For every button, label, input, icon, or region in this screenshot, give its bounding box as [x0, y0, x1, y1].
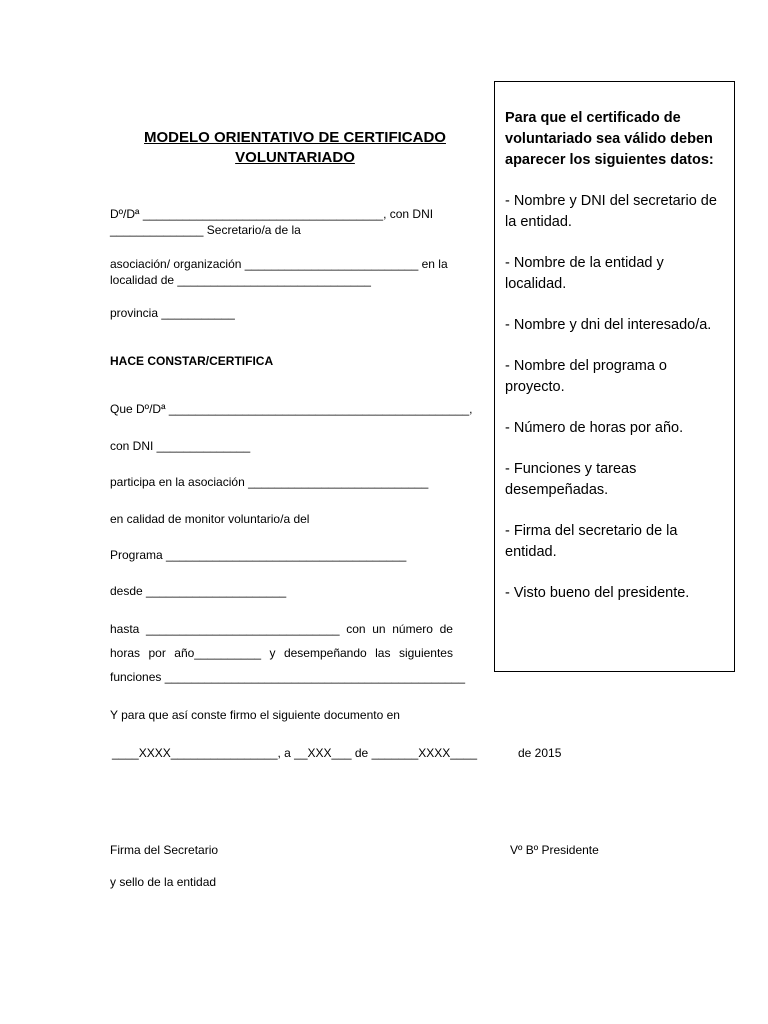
- requirement-item: - Nombre de la entidad y localidad.: [505, 255, 664, 292]
- line-secretary-name: Dº/Dª ____________________________________, con DNI: [110, 207, 434, 221]
- word: por: [148, 646, 166, 660]
- requirement-item: - Nombre y dni del interesado/a.: [505, 317, 712, 333]
- word: con: [346, 622, 366, 636]
- hasta-paragraph: [110, 617, 453, 665]
- date-year: de 2015: [518, 746, 562, 760]
- requirements-box: [494, 81, 735, 672]
- title-line-2: VOLUNTARIADO: [235, 149, 355, 166]
- requirements-heading: Para que el certificado de voluntariado sea válido deben aparecer los siguientes datos:: [505, 110, 714, 168]
- word: y: [269, 646, 276, 660]
- requirement-item: - Nombre del programa o proyecto.: [505, 358, 667, 395]
- line-calidad: en calidad de monitor voluntario/a del: [110, 512, 310, 526]
- signature-sello: y sello de la entidad: [110, 875, 217, 889]
- line-programa: Programa ____________________________________: [110, 548, 407, 562]
- line-participa: participa en la asociación ___________________________: [110, 475, 429, 489]
- line-funciones: funciones _____________________________________________: [110, 670, 466, 684]
- word: de: [439, 622, 453, 636]
- requirement-item: - Nombre y DNI del secretario de la entidad.: [505, 193, 717, 230]
- signature-presidente: Vº Bº Presidente: [510, 843, 599, 857]
- date-line: ____XXXX________________, a __XXX___ de _______XXXX____: [112, 746, 477, 760]
- closing-sentence: Y para que así conste firmo el siguiente documento en: [110, 708, 400, 722]
- line-secretary-role: ______________ Secretario/a de la: [110, 223, 301, 237]
- requirement-item: - Número de horas por año.: [505, 420, 684, 436]
- line-desde: desde _____________________: [110, 584, 287, 598]
- title-line-1: MODELO ORIENTATIVO DE CERTIFICADO: [144, 129, 446, 146]
- document-title: [110, 128, 480, 168]
- horas-row: [110, 641, 453, 665]
- line-locality: localidad de _____________________________: [110, 273, 371, 287]
- word: siguientes: [398, 646, 453, 660]
- word: las: [375, 646, 391, 660]
- line-interested-dni: con DNI ______________: [110, 439, 251, 453]
- word: hasta: [110, 622, 140, 636]
- requirement-item: - Firma del secretario de la entidad.: [505, 523, 678, 560]
- line-association: asociación/ organización __________________________ en la: [110, 257, 448, 271]
- requirement-item: - Funciones y tareas desempeñadas.: [505, 461, 637, 498]
- word: desempeñando: [283, 646, 367, 660]
- word: _____________________________: [146, 622, 340, 636]
- word: horas: [110, 646, 141, 660]
- word: año__________: [174, 646, 262, 660]
- line-province: provincia ___________: [110, 306, 235, 320]
- line-interested-name: Que Dº/Dª _____________________________________________,: [110, 402, 473, 416]
- word: un: [372, 622, 386, 636]
- requirement-item: - Visto bueno del presidente.: [505, 585, 690, 601]
- hasta-row: [110, 617, 453, 641]
- word: número: [392, 622, 433, 636]
- hace-constar-heading: HACE CONSTAR/CERTIFICA: [110, 354, 274, 368]
- signature-secretario: Firma del Secretario: [110, 843, 219, 857]
